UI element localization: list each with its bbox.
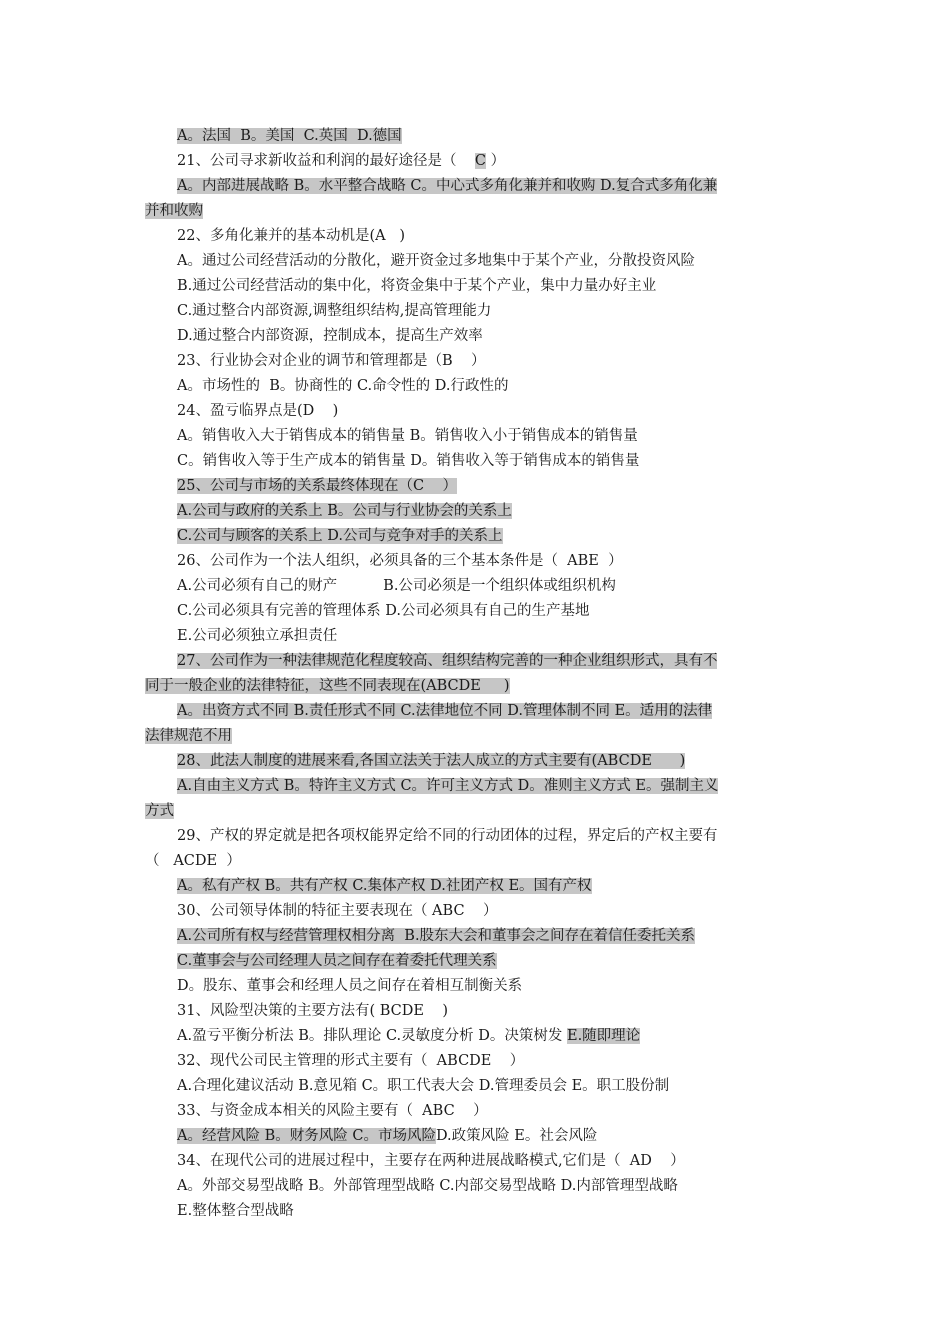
answer-options-line: A。私有产权 B。共有产权 C.集体产权 D.社团产权 E。国有产权 [177,878,592,894]
question-line-26: 26、公司作为一个法人组织，必须具备的三个基本条件是（ ABE ） [177,553,623,569]
question-line-24: 24、盈亏临界点是(D ) [177,403,339,419]
answer-options-line: A.公司必须有自己的财产 B.公司必须是一个组织体或组织机构 [177,578,616,594]
answer-options-line: D。股东、董事会和经理人员之间存在着相互制衡关系 [177,978,523,994]
question-line-29-cont: （ ACDE ） [145,853,241,869]
answer-options-line: A。内部进展战略 B。水平整合战略 C。中心式多角化兼并和收购 D.复合式多角化兼 [177,178,718,194]
question-line-21: 21、公司寻求新收益和利润的最好途径是（ C ） [177,153,506,169]
answer-options-line: A.公司所有权与经营管理权相分离 B.股东大会和董事会之间存在着信任委托关系 [177,928,696,944]
answer-options-line: 并和收购 [145,203,203,219]
answer-options-line: C.公司必须具有完善的管理体系 D.公司必须具有自己的生产基地 [177,603,590,619]
answer-option-d: D.通过整合内部资源，控制成本，提高生产效率 [177,328,483,344]
answer-options-line: A.盈亏平衡分析法 B。排队理论 C.灵敏度分析 D。决策树发 E.随即理论 [177,1028,641,1044]
question-line-32: 32、现代公司民主管理的形式主要有（ ABCDE ） [177,1053,525,1069]
answer-options-line: C.公司与顾客的关系上 D.公司与竞争对手的关系上 [177,528,503,544]
question-line-29: 29、产权的界定就是把各项权能界定给不同的行动团体的过程，界定后的产权主要有 [177,828,718,844]
answer-options-line: 方式 [145,803,174,819]
answer-option-b: B.通过公司经营活动的集中化，将资金集中于某个产业，集中力量办好主业 [177,278,657,294]
answer-options-line: A。出资方式不同 B.责任形式不同 C.法律地位不同 D.管理体制不同 E。适用的法律 [177,703,713,719]
answer-options-line: A。销售收入大于销售成本的销售量 B。销售收入小于销售成本的销售量 [177,428,638,444]
question-line-33: 33、与资金成本相关的风险主要有（ ABC ） [177,1103,488,1119]
question-line-28: 28、此法人制度的进展来看,各国立法关于法人成立的方式主要有(ABCDE ) [177,753,686,769]
answer-options-line: A.公司与政府的关系上 B。公司与行业协会的关系上 [177,503,512,519]
answer-options-line: C。销售收入等于生产成本的销售量 D。销售收入等于销售成本的销售量 [177,453,640,469]
answer-options-line: A。市场性的 B。协商性的 C.命令性的 D.行政性的 [177,378,509,394]
answer-options-line: E.公司必须独立承担责任 [177,628,338,644]
question-line-27-cont: 同于一般企业的法律特征，这些不同表现在(ABCDE ) [145,678,510,694]
answer-option-c: C.通过整合内部资源,调整组织结构,提高管理能力 [177,303,492,319]
question-line-25: 25、公司与市场的关系最终体现在（C ） [177,478,457,494]
answer-options-line: A.自由主义方式 B。特许主义方式 C。许可主义方式 D。准则主义方式 E。强制主义 [177,778,719,794]
question-line-34: 34、在现代公司的进展过程中，主要存在两种进展战略模式,它们是（ AD ） [177,1153,685,1169]
question-line-30: 30、公司领导体制的特征主要表现在（ ABC ） [177,903,498,919]
document-body [145,124,810,1224]
answer-highlight: C [474,153,486,169]
answer-option-a: A。通过公司经营活动的分散化，避开资金过多地集中于某个产业，分散投资风险 [177,253,695,269]
answer-options-line: 法律规范不用 [145,728,232,744]
question-line-22: 22、多角化兼并的基本动机是(A ) [177,228,406,244]
answer-options-line: A.合理化建议活动 B.意见箱 C。职工代表大会 D.管理委员会 E。职工股份制 [177,1078,670,1094]
question-line-23: 23、行业协会对企业的调节和管理都是（B ） [177,353,486,369]
answer-options-line: C.董事会与公司经理人员之间存在着委托代理关系 [177,953,497,969]
answer-options-line: A。法国 B。美国 C.英国 D.德国 [177,128,402,144]
question-line-31: 31、风险型决策的主要方法有( BCDE ) [177,1003,449,1019]
answer-options-line: A。经营风险 B。财务风险 C。市场风险D.政策风险 E。社会风险 [177,1128,598,1144]
question-line-27: 27、公司作为一种法律规范化程度较高、组织结构完善的一种企业组织形式，具有不 [177,653,718,669]
answer-options-line: E.整体整合型战略 [177,1203,294,1219]
answer-options-line: A。外部交易型战略 B。外部管理型战略 C.内部交易型战略 D.内部管理型战略 [177,1178,678,1194]
